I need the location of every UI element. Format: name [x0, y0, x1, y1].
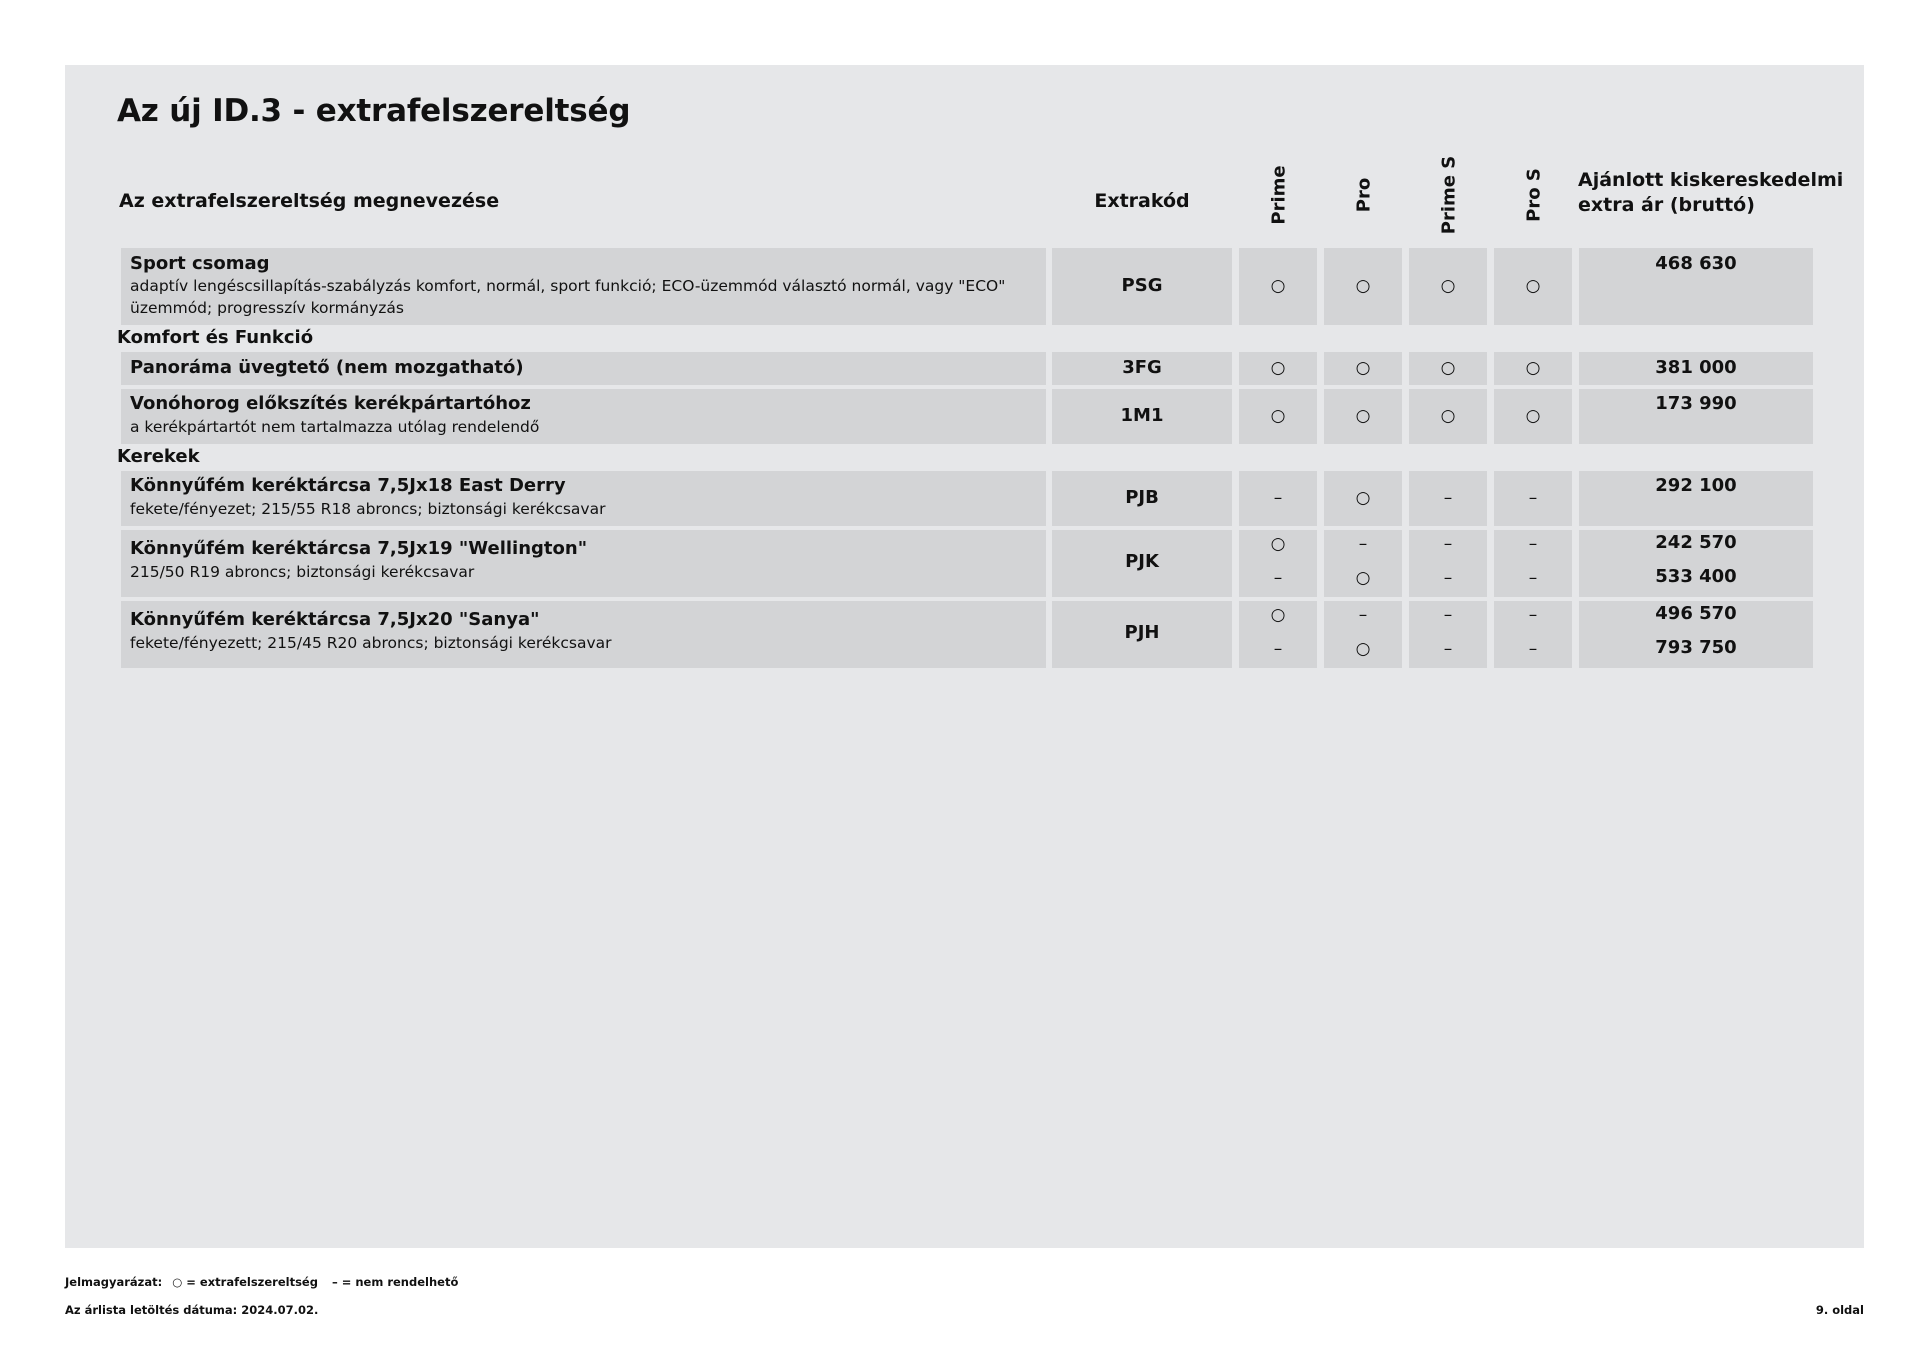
- header-name: Az extrafelszereltség megnevezése: [119, 190, 500, 212]
- download-date: Az árlista letöltés dátuma: 2024.07.02.: [65, 1303, 319, 1317]
- availability-mark: –: [1443, 534, 1453, 554]
- header-price: Ajánlott kiskereskedelmi extra ár (bruttó): [1578, 169, 1844, 216]
- availability-mark: –: [1443, 488, 1453, 508]
- option-name: Vonóhorog előkszítés kerékpártartóhoz: [130, 393, 531, 414]
- availability-mark: ○: [1525, 358, 1541, 378]
- availability-mark: –: [1528, 534, 1538, 554]
- availability-mark: –: [1528, 605, 1538, 625]
- option-description: a kerékpártartót nem tartalmazza utólag rendelendő: [130, 418, 540, 436]
- option-price: 468 630: [1655, 253, 1737, 274]
- availability-mark: –: [1528, 639, 1538, 659]
- option-code: 3FG: [1122, 357, 1162, 378]
- legend-not-available: – = nem rendelhető: [331, 1275, 459, 1289]
- availability-mark: ○: [1440, 406, 1456, 426]
- option-price: 793 750: [1655, 637, 1737, 658]
- availability-mark: –: [1358, 605, 1368, 625]
- section-kerekek: Kerekek: [117, 446, 200, 467]
- option-description: fekete/fényezet; 215/55 R18 abroncs; biztonsági kerékcsavar: [130, 500, 606, 518]
- option-price: 173 990: [1655, 393, 1737, 414]
- availability-mark: ○: [1355, 358, 1371, 378]
- header-variant-prime: Prime: [1268, 165, 1289, 225]
- availability-mark: ○: [1270, 358, 1286, 378]
- availability-mark: ○: [1355, 276, 1371, 296]
- option-price: 533 400: [1655, 566, 1737, 587]
- availability-mark: ○: [1270, 534, 1286, 554]
- legend-label: Jelmagyarázat:: [65, 1275, 163, 1289]
- availability-mark: ○: [1355, 406, 1371, 426]
- option-price: 496 570: [1655, 603, 1737, 624]
- option-code: PSG: [1121, 275, 1163, 296]
- option-name: Panoráma üvegtető (nem mozgatható): [130, 357, 524, 378]
- availability-mark: –: [1358, 534, 1368, 554]
- availability-mark: ○: [1525, 276, 1541, 296]
- availability-mark: ○: [1270, 406, 1286, 426]
- availability-mark: –: [1443, 605, 1453, 625]
- availability-mark: –: [1273, 488, 1283, 508]
- availability-mark: –: [1443, 568, 1453, 588]
- option-price: 242 570: [1655, 532, 1737, 553]
- availability-mark: ○: [1440, 276, 1456, 296]
- availability-mark: ○: [1525, 406, 1541, 426]
- availability-mark: –: [1443, 639, 1453, 659]
- option-description: fekete/fényezett; 215/45 R20 abroncs; biztonsági kerékcsavar: [130, 634, 612, 652]
- option-description: adaptív lengéscsillapítás-szabályzás komfort, normál, sport funkció; ECO-üzemmód választó normál, vagy "ECO" üzemmód; progresszív kormányzás: [130, 277, 1006, 317]
- option-name: Sport csomag: [130, 253, 270, 274]
- option-name: Könnyűfém keréktárcsa 7,5Jx20 "Sanya": [130, 609, 540, 630]
- legend: [65, 1275, 460, 1289]
- availability-mark: ○: [1270, 276, 1286, 296]
- option-price: 292 100: [1655, 475, 1737, 496]
- availability-mark: –: [1273, 568, 1283, 588]
- section-komfort: Komfort és Funkció: [117, 327, 314, 348]
- option-name: Könnyűfém keréktárcsa 7,5Jx18 East Derry: [130, 475, 566, 496]
- option-code: 1M1: [1120, 405, 1164, 426]
- availability-mark: –: [1273, 639, 1283, 659]
- option-name: Könnyűfém keréktárcsa 7,5Jx19 "Wellington": [130, 538, 588, 559]
- header-variant-pro-s: Pro S: [1523, 168, 1544, 222]
- availability-mark: ○: [1270, 605, 1286, 625]
- availability-mark: –: [1528, 488, 1538, 508]
- row-name-cell: [121, 248, 1046, 325]
- legend-option: ○ = extrafelszereltség: [172, 1275, 318, 1289]
- availability-mark: –: [1528, 568, 1538, 588]
- header-variant-pro: Pro: [1353, 177, 1374, 213]
- page-number: 9. oldal: [1815, 1303, 1864, 1317]
- availability-mark: ○: [1355, 488, 1371, 508]
- option-code: PJH: [1124, 622, 1160, 643]
- page-title: Az új ID.3 - extrafelszereltség: [117, 93, 631, 129]
- option-code: PJB: [1125, 487, 1159, 508]
- option-code: PJK: [1125, 551, 1159, 572]
- availability-mark: ○: [1355, 568, 1371, 588]
- option-price: 381 000: [1655, 357, 1737, 378]
- availability-mark: ○: [1440, 358, 1456, 378]
- availability-mark: ○: [1355, 639, 1371, 659]
- option-description: 215/50 R19 abroncs; biztonsági kerékcsavar: [130, 563, 475, 581]
- header-code: Extrakód: [1094, 190, 1190, 212]
- header-variant-prime-s: Prime S: [1438, 155, 1459, 235]
